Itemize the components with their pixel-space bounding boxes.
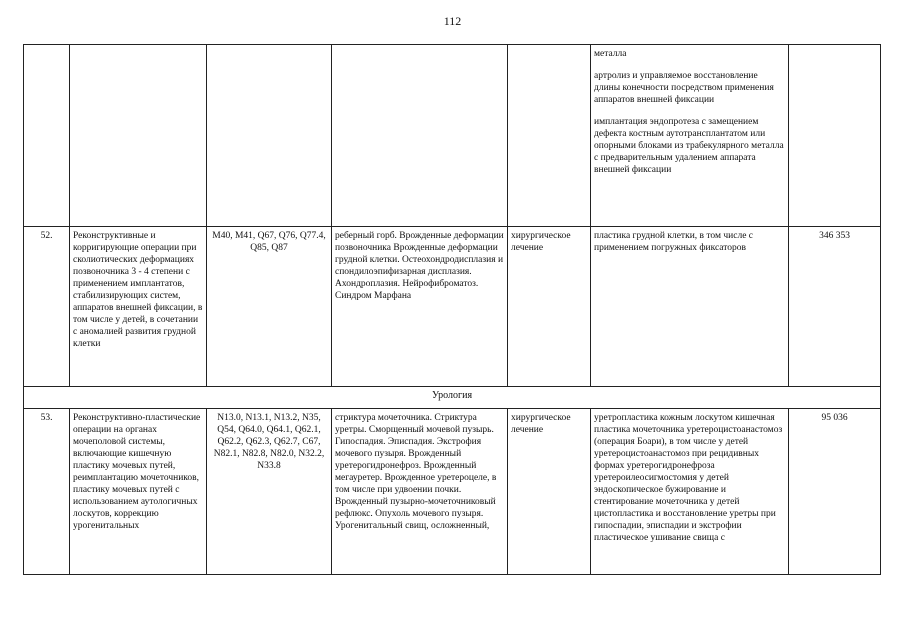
method-paragraph: металла bbox=[594, 49, 627, 59]
table-row-53 bbox=[24, 409, 881, 575]
cell-model bbox=[332, 45, 508, 227]
section-title: Урология bbox=[24, 387, 881, 409]
cell-method: пластика грудной клетки, в том числе с применением погружных фиксаторов bbox=[591, 227, 789, 387]
cell-codes: M40, M41, Q67, Q76, Q77.4, Q85, Q87 bbox=[207, 227, 332, 387]
cell-num: 53. bbox=[24, 409, 70, 575]
cell-model: реберный горб. Врожденные деформации позвоночника Врожденные деформации грудной клетки. Остеохондродисплазия и спондилоэпифизарная дисплазия. Ахондроплазия. Нейрофиброматоз. Синдром Марфана bbox=[332, 227, 508, 387]
cell-name: Реконструктивные и корригирующие операции при сколиотических деформациях позвоночника 3 - 4 степени с применением имплантатов, стабилизирующих систем, аппаратов внешней фиксации, в том числе у детей, в сочетании с аномалией развития грудной клетки bbox=[70, 227, 207, 387]
cell-price: 346 353 bbox=[789, 227, 881, 387]
cell-num: 52. bbox=[24, 227, 70, 387]
cell-num bbox=[24, 45, 70, 227]
cell-treatment: хирургическое лечение bbox=[508, 409, 591, 575]
cell-codes: N13.0, N13.1, N13.2, N35, Q54, Q64.0, Q64.1, Q62.1, Q62.2, Q62.3, Q62.7, C67, N82.1, N82.8, N82.0, N32.2, N33.8 bbox=[207, 409, 332, 575]
cell-price bbox=[789, 45, 881, 227]
cell-treatment: хирургическое лечение bbox=[508, 227, 591, 387]
cell-price: 95 036 bbox=[789, 409, 881, 575]
cell-name bbox=[70, 45, 207, 227]
page-number: 112 bbox=[443, 14, 462, 28]
cell-method bbox=[591, 45, 789, 227]
table-row-52 bbox=[24, 227, 881, 387]
cell-codes bbox=[207, 45, 332, 227]
cell-method: уретропластика кожным лоскутом кишечная пластика мочеточника уретероцистоанастомоз (операция Боари), в том числе у детей уретероцистоанастомоз при рецидивных формах уретерогидронефроза уретероилеосигмостомия у детей эндоскопическое бужирование и стентирование мочеточника у детей цистопластика и восстановление уретры при гипоспадии, эписпадии и экстрофии пластическое ушивание свища с bbox=[591, 409, 789, 575]
section-header-row bbox=[24, 387, 881, 409]
method-paragraph: артролиз и управляемое восстановление длины конечности посредством применения аппаратов внешней фиксации bbox=[594, 71, 774, 105]
cell-name: Реконструктивно-пластические операции на органах мочеполовой системы, включающие кишечную пластику мочевых путей, реимплантацию мочеточников, пластику мочевых путей с использованием аутологичных лоскутов, коррекцию урогенитальных bbox=[70, 409, 207, 575]
table-row-continuation bbox=[24, 45, 881, 227]
method-paragraph: имплантация эндопротеза с замещением дефекта костным аутотрансплантатом или опорными блоками из трабекулярного металла с предварительным удалением аппарата внешней фиксации bbox=[594, 117, 784, 175]
cell-model: стриктура мочеточника. Стриктура уретры. Сморщенный мочевой пузырь. Гипоспадия. Эписпадия. Экстрофия мочевого пузыря. Врожденный уретерогидронефроз. Врожденный мегауретер. Врожденное уретероцеле, в том числе при удвоении почки. Врожденный пузырно-мочеточниковый рефлюкс. Опухоль мочевого пузыря. Урогенитальный свищ, осложненный, bbox=[332, 409, 508, 575]
procedures-table bbox=[23, 44, 881, 575]
cell-treatment bbox=[508, 45, 591, 227]
